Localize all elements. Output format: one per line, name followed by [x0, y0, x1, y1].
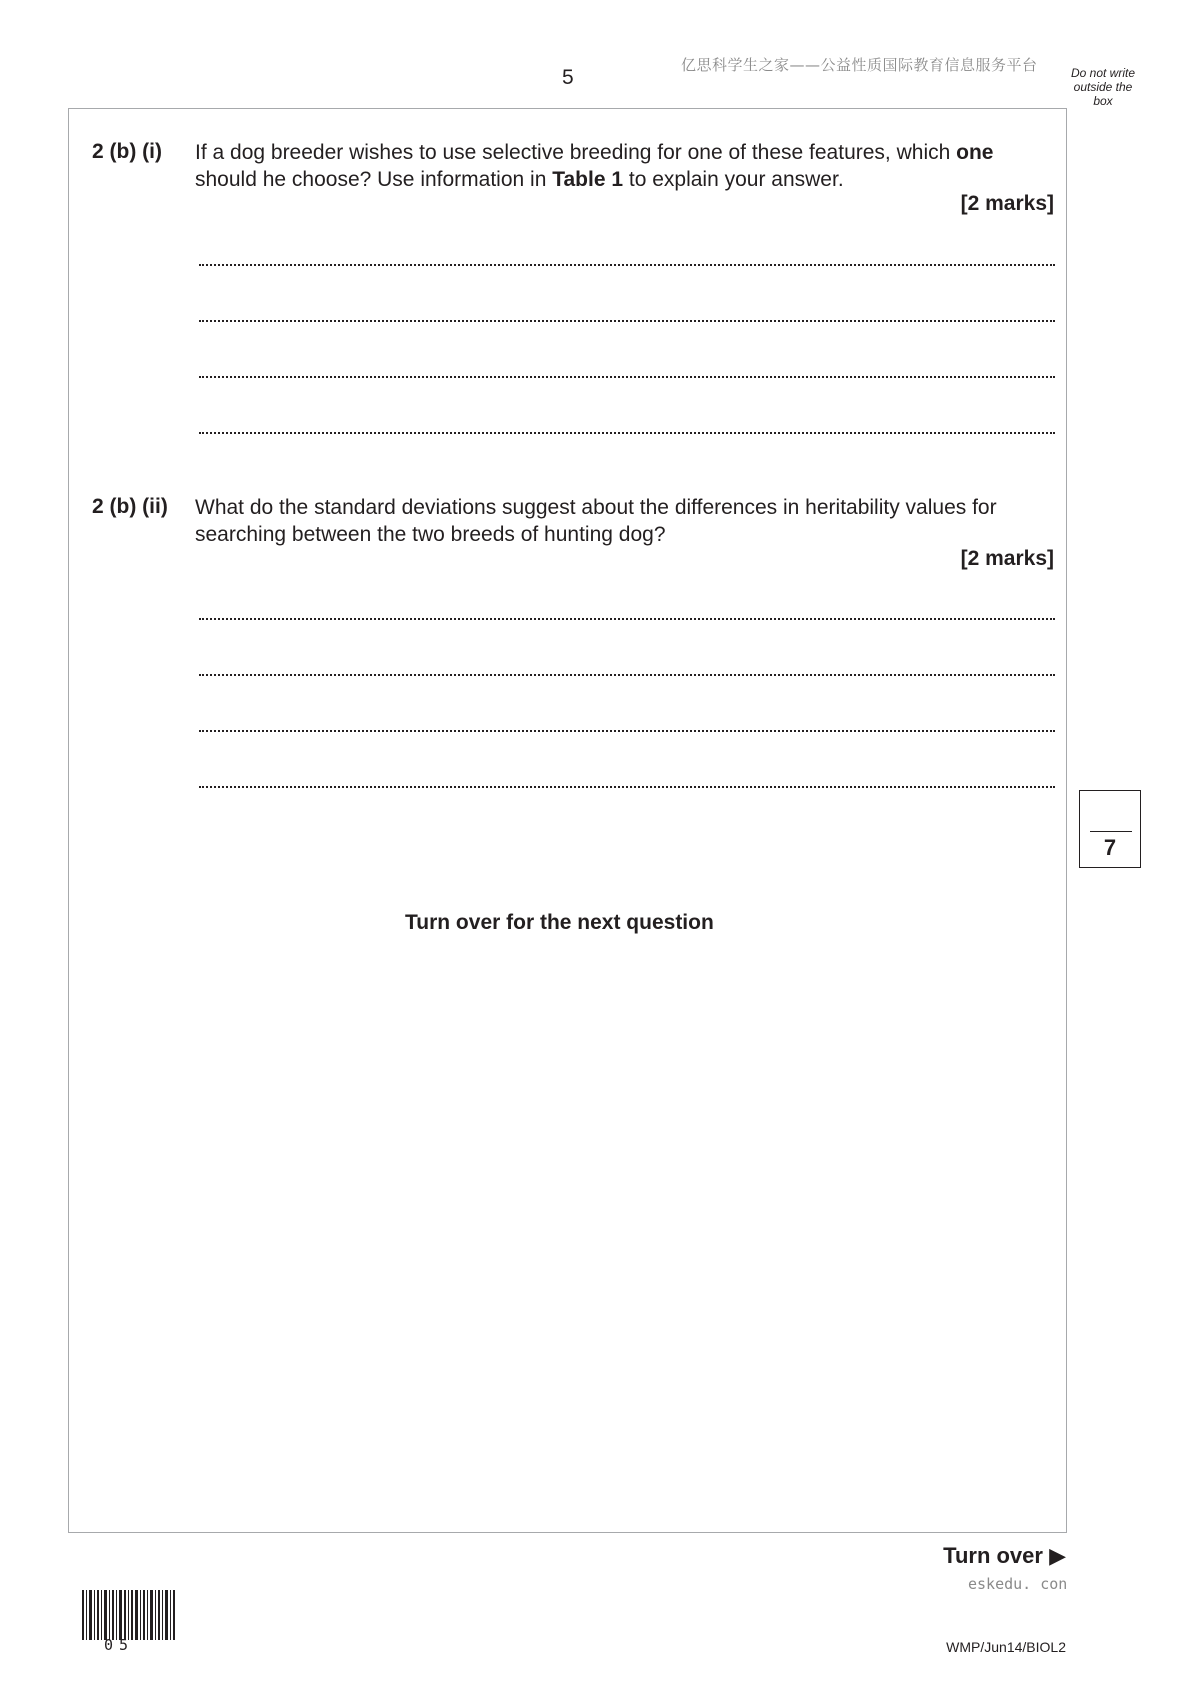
footer-watermark: eskedu. con: [968, 1575, 1068, 1593]
turn-over-next-question: Turn over for the next question: [405, 911, 714, 934]
page-code: WMP/Jun14/BIOL2: [946, 1639, 1066, 1655]
answer-line[interactable]: [199, 432, 1055, 434]
score-value: 7: [1103, 835, 1117, 860]
barcode-icon: [82, 1590, 176, 1640]
answer-line[interactable]: [199, 376, 1055, 378]
margin-note-line: box: [1093, 94, 1113, 108]
answer-line[interactable]: [199, 674, 1055, 676]
answer-line[interactable]: [199, 264, 1055, 266]
page-number: 5: [562, 66, 574, 89]
question-text-part-bold: Table 1: [552, 168, 624, 191]
score-box: [1079, 790, 1141, 868]
question-text-part-bold: one: [956, 141, 994, 164]
answer-line[interactable]: [199, 618, 1055, 620]
header-watermark: 亿思科学生之家——公益性质国际教育信息服务平台: [681, 56, 1038, 74]
question-text: [195, 139, 1055, 193]
answer-line[interactable]: [199, 320, 1055, 322]
barcode-label: 05: [104, 1636, 135, 1654]
answer-line[interactable]: [199, 730, 1055, 732]
answer-line[interactable]: [199, 786, 1055, 788]
question-text-part: If a dog breeder wishes to use selective breeding for one of these features, which: [195, 141, 957, 164]
question-text-part: should he choose? Use information in: [195, 168, 553, 191]
question-text-part: to explain your answer.: [623, 168, 844, 191]
turn-over-label: Turn over ▶: [943, 1543, 1066, 1568]
margin-note-line: outside the: [1073, 80, 1133, 94]
marks-label: [2 marks]: [960, 192, 1054, 215]
marks-label: [2 marks]: [960, 547, 1054, 570]
question-number: 2 (b) (ii): [92, 495, 168, 518]
question-text: [195, 494, 1055, 548]
score-rule: [1090, 831, 1132, 832]
margin-note-line: Do not write: [1070, 66, 1136, 80]
question-text-part: What do the standard deviations suggest about the differences in heritability values for searching between the two breeds of hunting dog?: [195, 496, 997, 546]
question-number: 2 (b) (i): [92, 140, 162, 163]
margin-note: [1062, 66, 1144, 108]
